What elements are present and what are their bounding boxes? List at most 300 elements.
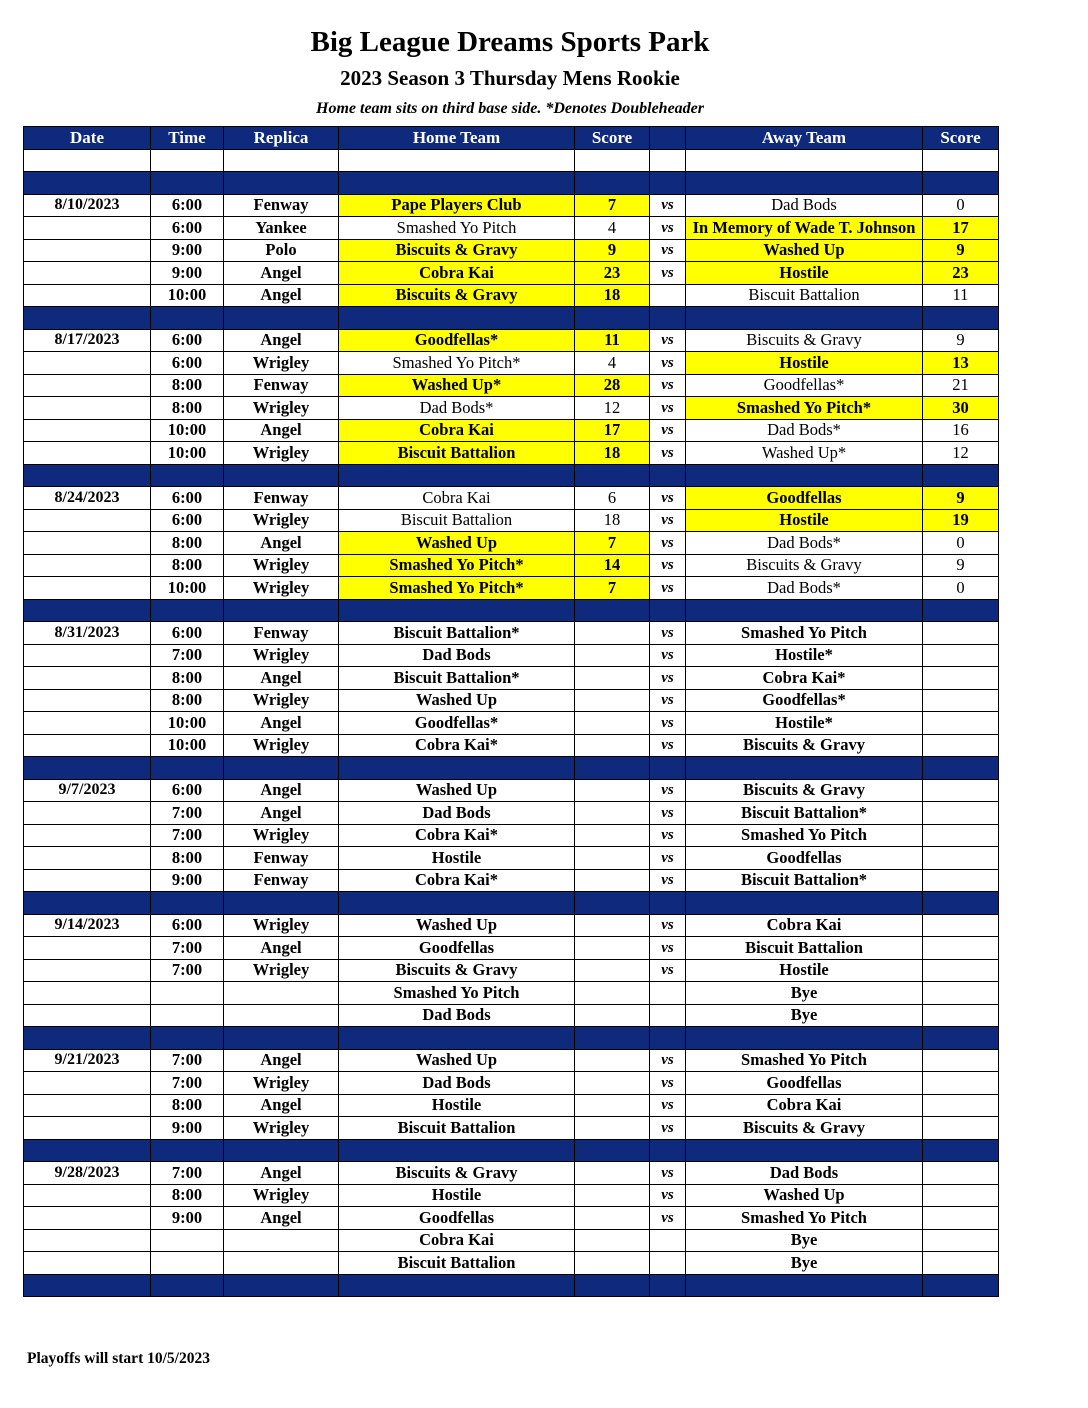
game-replica: Angel [224,937,339,960]
col-header-replica: Replica [224,127,339,150]
game-replica: Fenway [224,374,339,397]
home-team: Biscuits & Gravy [339,1162,575,1185]
col-header-away-score: Score [923,127,999,150]
vs-label: vs [650,262,686,285]
game-date [24,577,151,600]
away-team: Biscuits & Gravy [686,329,923,352]
game-date [24,532,151,555]
home-team: Cobra Kai [339,1229,575,1252]
game-replica: Angel [224,667,339,690]
game-row [24,734,999,757]
game-row [24,824,999,847]
vs-label: vs [650,442,686,465]
game-time: 7:00 [151,1049,224,1072]
game-replica: Angel [224,779,339,802]
home-team: Biscuits & Gravy [339,239,575,262]
away-team: Smashed Yo Pitch [686,824,923,847]
away-score [923,847,999,870]
home-score: 18 [575,509,650,532]
home-team: Washed Up* [339,374,575,397]
away-score [923,712,999,735]
home-team: Hostile [339,1184,575,1207]
game-date: 8/10/2023 [24,194,151,217]
game-replica: Wrigley [224,1072,339,1095]
game-time: 7:00 [151,802,224,825]
home-team: Smashed Yo Pitch* [339,554,575,577]
away-team: Hostile* [686,712,923,735]
game-time: 6:00 [151,509,224,532]
game-date: 9/7/2023 [24,779,151,802]
vs-label: vs [650,1072,686,1095]
game-row [24,577,999,600]
away-team: Biscuit Battalion* [686,802,923,825]
vs-label: vs [650,802,686,825]
home-score [575,802,650,825]
home-score [575,622,650,645]
home-team: Pape Players Club [339,194,575,217]
week-separator [24,599,999,622]
away-team: Biscuit Battalion [686,284,923,307]
game-time: 7:00 [151,1162,224,1185]
game-date: 8/24/2023 [24,487,151,510]
home-score [575,1004,650,1027]
game-row [24,802,999,825]
game-row [24,779,999,802]
game-time: 7:00 [151,959,224,982]
away-team: Biscuits & Gravy [686,554,923,577]
home-team: Smashed Yo Pitch* [339,352,575,375]
game-row [24,1117,999,1140]
vs-label: vs [650,689,686,712]
game-row [24,712,999,735]
vs-label: vs [650,1207,686,1230]
home-team: Washed Up [339,914,575,937]
home-team: Goodfellas* [339,712,575,735]
game-replica: Angel [224,419,339,442]
home-team: Cobra Kai [339,419,575,442]
vs-label: vs [650,1162,686,1185]
game-row [24,194,999,217]
home-team: Cobra Kai* [339,824,575,847]
home-score [575,689,650,712]
game-replica: Angel [224,329,339,352]
game-date [24,554,151,577]
game-date [24,397,151,420]
game-time: 10:00 [151,419,224,442]
game-time: 6:00 [151,622,224,645]
vs-label [650,982,686,1005]
away-team: Bye [686,1252,923,1275]
vs-label: vs [650,419,686,442]
week-separator [24,1027,999,1050]
game-time [151,1229,224,1252]
away-team: Dad Bods* [686,577,923,600]
home-score [575,869,650,892]
home-score [575,1207,650,1230]
game-date [24,689,151,712]
game-date [24,239,151,262]
home-score [575,1252,650,1275]
game-time: 6:00 [151,487,224,510]
game-replica: Wrigley [224,914,339,937]
away-score [923,1094,999,1117]
away-score: 16 [923,419,999,442]
game-date [24,869,151,892]
home-team: Washed Up [339,532,575,555]
game-date [24,262,151,285]
away-team: Biscuit Battalion* [686,869,923,892]
home-score: 7 [575,532,650,555]
home-score: 11 [575,329,650,352]
home-score [575,712,650,735]
home-team: Biscuits & Gravy [339,284,575,307]
home-team: Hostile [339,1094,575,1117]
away-score: 9 [923,487,999,510]
week-separator [24,307,999,330]
vs-label: vs [650,667,686,690]
game-replica: Wrigley [224,397,339,420]
game-date: 9/21/2023 [24,1049,151,1072]
game-date [24,1117,151,1140]
away-score [923,824,999,847]
away-team: Smashed Yo Pitch [686,1049,923,1072]
week-separator [24,464,999,487]
game-time: 6:00 [151,217,224,240]
away-score: 23 [923,262,999,285]
vs-label: vs [650,217,686,240]
away-team: Biscuits & Gravy [686,734,923,757]
game-row [24,644,999,667]
game-date [24,1072,151,1095]
col-header-time: Time [151,127,224,150]
away-score [923,1049,999,1072]
away-team: Hostile [686,352,923,375]
away-score [923,779,999,802]
col-header-home-score: Score [575,127,650,150]
vs-label [650,1252,686,1275]
away-score [923,689,999,712]
game-replica [224,1252,339,1275]
away-team: Goodfellas [686,487,923,510]
away-score [923,1117,999,1140]
home-team: Cobra Kai [339,262,575,285]
vs-label [650,284,686,307]
away-team: Goodfellas* [686,374,923,397]
game-replica: Angel [224,532,339,555]
home-score [575,914,650,937]
vs-label: vs [650,712,686,735]
home-team: Washed Up [339,1049,575,1072]
vs-label: vs [650,869,686,892]
vs-label: vs [650,374,686,397]
game-time: 9:00 [151,1117,224,1140]
vs-label: vs [650,329,686,352]
game-time: 6:00 [151,779,224,802]
game-date [24,1229,151,1252]
away-team: Goodfellas* [686,689,923,712]
game-row [24,869,999,892]
away-score: 9 [923,554,999,577]
away-score: 19 [923,509,999,532]
game-replica: Fenway [224,847,339,870]
home-score [575,1162,650,1185]
vs-label [650,1004,686,1027]
away-team: Dad Bods* [686,419,923,442]
game-replica: Wrigley [224,554,339,577]
away-team: Cobra Kai [686,1094,923,1117]
game-replica: Angel [224,712,339,735]
away-team: Dad Bods [686,194,923,217]
week-separator [24,1139,999,1162]
game-time: 8:00 [151,397,224,420]
week-separator [24,892,999,915]
game-date [24,1094,151,1117]
home-score: 4 [575,352,650,375]
game-date [24,509,151,532]
game-row [24,239,999,262]
home-team: Smashed Yo Pitch* [339,577,575,600]
game-date [24,712,151,735]
col-header-away-team: Away Team [686,127,923,150]
game-row [24,509,999,532]
game-replica: Wrigley [224,577,339,600]
game-replica: Angel [224,1162,339,1185]
home-score: 18 [575,442,650,465]
vs-label: vs [650,577,686,600]
home-score [575,937,650,960]
game-date [24,937,151,960]
away-team: Bye [686,1004,923,1027]
vs-label: vs [650,847,686,870]
away-team: Hostile* [686,644,923,667]
game-replica: Yankee [224,217,339,240]
game-row [24,1072,999,1095]
away-score [923,1162,999,1185]
game-row [24,397,999,420]
away-team: Dad Bods* [686,532,923,555]
away-score [923,959,999,982]
away-score: 0 [923,577,999,600]
game-time: 8:00 [151,554,224,577]
game-time [151,1252,224,1275]
away-score [923,1229,999,1252]
home-score: 7 [575,577,650,600]
game-replica: Angel [224,1049,339,1072]
vs-label: vs [650,397,686,420]
vs-label: vs [650,914,686,937]
game-time: 10:00 [151,577,224,600]
home-score [575,644,650,667]
game-date [24,217,151,240]
vs-label: vs [650,532,686,555]
home-score [575,734,650,757]
game-date [24,644,151,667]
game-time: 7:00 [151,644,224,667]
away-score [923,982,999,1005]
game-replica: Wrigley [224,959,339,982]
home-team: Biscuit Battalion [339,442,575,465]
game-replica: Fenway [224,194,339,217]
game-date [24,284,151,307]
game-time: 6:00 [151,914,224,937]
game-date [24,734,151,757]
away-team: Washed Up* [686,442,923,465]
vs-label: vs [650,194,686,217]
away-team: In Memory of Wade T. Johnson [686,217,923,240]
home-score [575,1072,650,1095]
game-date [24,824,151,847]
game-date [24,667,151,690]
home-team: Biscuit Battalion [339,509,575,532]
away-team: Washed Up [686,239,923,262]
home-team: Dad Bods [339,644,575,667]
home-score [575,1049,650,1072]
schedule-table [23,126,999,1297]
away-team: Smashed Yo Pitch [686,622,923,645]
away-score: 9 [923,329,999,352]
game-replica: Wrigley [224,824,339,847]
game-time: 9:00 [151,262,224,285]
home-score [575,1184,650,1207]
vs-label: vs [650,352,686,375]
home-score: 14 [575,554,650,577]
game-row [24,959,999,982]
vs-label: vs [650,554,686,577]
game-row [24,1094,999,1117]
game-row [24,217,999,240]
game-replica: Wrigley [224,1117,339,1140]
game-replica: Fenway [224,487,339,510]
home-score: 23 [575,262,650,285]
game-time: 8:00 [151,532,224,555]
game-time: 8:00 [151,667,224,690]
home-team: Biscuit Battalion [339,1252,575,1275]
game-row [24,622,999,645]
game-time: 8:00 [151,1184,224,1207]
blank-row [24,149,999,172]
game-row [24,689,999,712]
home-team: Cobra Kai* [339,869,575,892]
game-date [24,802,151,825]
away-score: 0 [923,532,999,555]
game-date [24,1184,151,1207]
col-header-vs [650,127,686,150]
away-team: Dad Bods [686,1162,923,1185]
game-date: 8/31/2023 [24,622,151,645]
away-team: Bye [686,982,923,1005]
game-time: 7:00 [151,1072,224,1095]
home-score: 7 [575,194,650,217]
game-date [24,1207,151,1230]
game-time: 10:00 [151,442,224,465]
game-row [24,847,999,870]
game-row [24,554,999,577]
home-score: 9 [575,239,650,262]
vs-label: vs [650,734,686,757]
vs-label: vs [650,779,686,802]
game-time: 8:00 [151,847,224,870]
game-row [24,442,999,465]
week-separator [24,172,999,195]
away-team: Biscuit Battalion [686,937,923,960]
home-team: Biscuits & Gravy [339,959,575,982]
game-date [24,1252,151,1275]
home-score [575,982,650,1005]
home-team: Biscuit Battalion* [339,622,575,645]
away-score: 0 [923,194,999,217]
away-score: 9 [923,239,999,262]
game-date [24,442,151,465]
home-team: Cobra Kai* [339,734,575,757]
game-replica [224,1004,339,1027]
game-row [24,262,999,285]
vs-label: vs [650,937,686,960]
home-team: Biscuit Battalion* [339,667,575,690]
home-score [575,1117,650,1140]
away-team: Cobra Kai [686,914,923,937]
game-replica [224,1229,339,1252]
game-row [24,1004,999,1027]
game-replica: Wrigley [224,509,339,532]
game-date: 8/17/2023 [24,329,151,352]
game-row [24,284,999,307]
game-time: 6:00 [151,194,224,217]
game-replica: Wrigley [224,1184,339,1207]
header-row [24,127,999,150]
home-score [575,779,650,802]
home-score: 28 [575,374,650,397]
playoffs-note: Playoffs will start 10/5/2023 [27,1350,210,1367]
home-score [575,847,650,870]
game-row [24,1162,999,1185]
game-time [151,982,224,1005]
away-team: Bye [686,1229,923,1252]
game-replica: Wrigley [224,689,339,712]
vs-label: vs [650,1117,686,1140]
game-row [24,329,999,352]
game-time: 8:00 [151,689,224,712]
home-score [575,959,650,982]
header-note: Home team sits on third base side. *Denotes Doubleheader [316,100,704,117]
game-time: 10:00 [151,734,224,757]
game-row [24,937,999,960]
vs-label: vs [650,487,686,510]
home-score: 17 [575,419,650,442]
away-score: 21 [923,374,999,397]
week-separator [24,1274,999,1297]
home-score [575,1229,650,1252]
game-row [24,352,999,375]
vs-label: vs [650,509,686,532]
vs-label [650,1229,686,1252]
home-team: Washed Up [339,779,575,802]
col-header-home-team: Home Team [339,127,575,150]
game-row [24,1229,999,1252]
home-score [575,667,650,690]
vs-label: vs [650,1049,686,1072]
game-time: 10:00 [151,284,224,307]
home-team: Goodfellas [339,1207,575,1230]
home-team: Smashed Yo Pitch [339,217,575,240]
game-time: 9:00 [151,239,224,262]
home-team: Cobra Kai [339,487,575,510]
vs-label: vs [650,622,686,645]
home-team: Smashed Yo Pitch [339,982,575,1005]
game-row [24,1252,999,1275]
vs-label: vs [650,1184,686,1207]
game-replica: Angel [224,262,339,285]
game-row [24,1049,999,1072]
